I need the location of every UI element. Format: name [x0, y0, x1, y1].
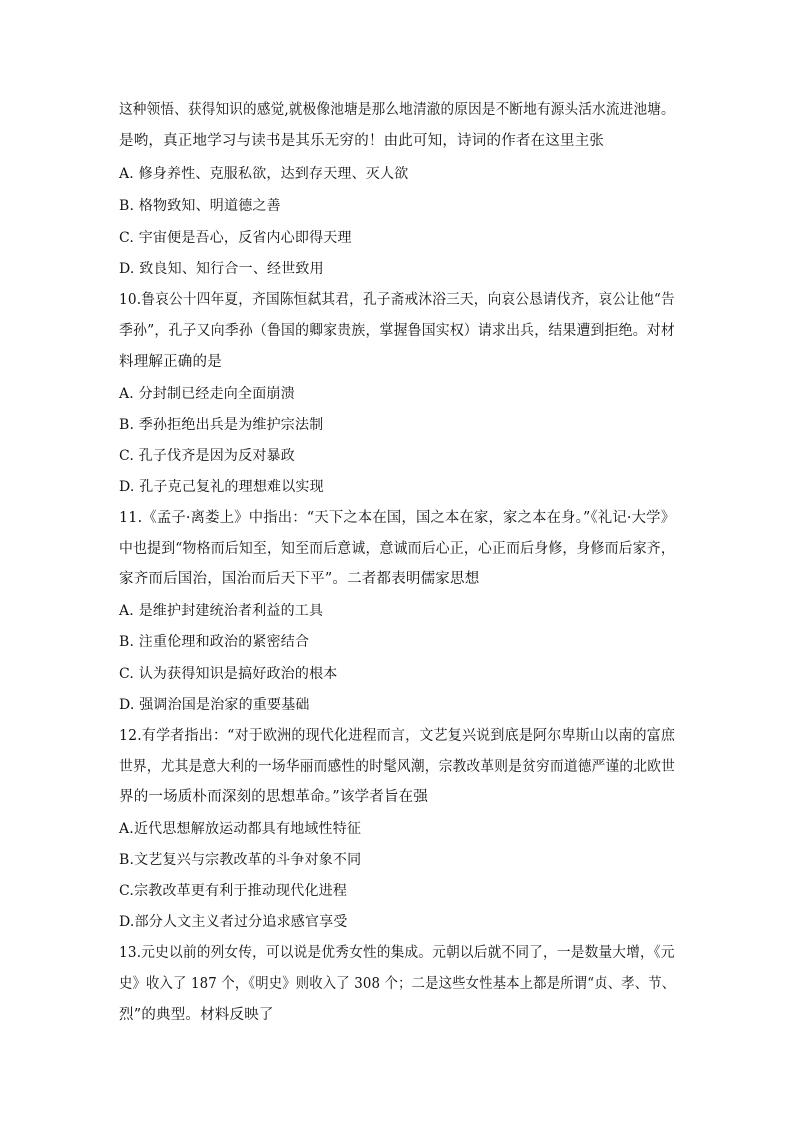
- q12-stem-line-2: 世界，尤其是意大利的一场华丽而感性的时髦风潮，宗教改革则是贫穷而道德严谨的北欧世: [119, 759, 676, 775]
- q9-option-c: C. 宇宙便是吾心，反省内心即得天理: [119, 230, 352, 246]
- q12-option-a: A.近代思想解放运动都具有地域性特征: [119, 821, 362, 837]
- q9-option-d: D. 致良知、知行合一、经世致用: [119, 261, 324, 277]
- q9-option-a: A. 修身养性、克服私欲，达到存天理、灭人欲: [119, 166, 409, 182]
- q9-option-b: B. 格物致知、明道德之善: [119, 198, 281, 214]
- q12-option-c: C.宗教改革更有利于推动现代化进程: [119, 883, 348, 899]
- q12-stem-line-3: 界的一场质朴而深刻的思想革命。”该学者旨在强: [119, 789, 429, 805]
- q11-option-b: B. 注重伦理和政治的紧密结合: [119, 634, 310, 650]
- q10-option-b: B. 季孙拒绝出兵是为维护宗法制: [119, 417, 324, 433]
- q10-stem-line-3: 料理解正确的是: [119, 354, 222, 370]
- q13-stem-line-1: 13.元史以前的列女传，可以说是优秀女性的集成。元朝以后就不同了，一是数量大增，《元: [119, 945, 675, 961]
- q12-stem-line-1: 12.有学者指出：“对于欧洲的现代化进程而言，文艺复兴说到底是阿尔卑斯山以南的富庶: [119, 728, 676, 744]
- q11-stem-line-3: 家齐而后国治，国治而后天下平”。二者都表明儒家思想: [119, 571, 480, 587]
- q11-stem-line-1: 11.《孟子·离娄上》中指出：“天下之本在国，国之本在家，家之本在身。”《礼记·大学》: [119, 510, 676, 526]
- q11-option-c: C. 认为获得知识是搞好政治的根本: [119, 666, 338, 682]
- q13-stem-line-2: 史》收入了 187 个，《明史》则收入了 308 个；二是这些女性基本上都是所谓“贞、孝、节、: [119, 976, 676, 992]
- q10-option-a: A. 分封制已经走向全面崩溃: [119, 386, 295, 402]
- q9-stem-line-2: 是哟，真正地学习与读书是其乐无穷的！由此可知，诗词的作者在这里主张: [119, 133, 605, 149]
- q12-option-b: B.文艺复兴与宗教改革的斗争对象不同: [119, 852, 362, 868]
- q11-option-a: A. 是维护封建统治者利益的工具: [119, 603, 324, 619]
- q11-stem-line-2: 中也提到“物格而后知至，知至而后意诚，意诚而后心正，心正而后身修，身修而后家齐，: [119, 541, 675, 557]
- q12-option-d: D.部分人文主义者过分追求感官享受: [119, 914, 348, 930]
- q9-stem-line-1: 这种领悟、获得知识的感觉,就极像池塘是那么地清澈的原因是不断地有源头活水流进池塘。: [119, 102, 675, 118]
- q10-option-d: D. 孔子克己复礼的理想难以实现: [119, 479, 324, 495]
- q13-stem-line-3: 烈”的典型。材料反映了: [119, 1007, 274, 1023]
- q10-stem-line-2: 季孙”，孔子又向季孙（鲁国的卿家贵族，掌握鲁国实权）请求出兵，结果遭到拒绝。对材: [119, 323, 675, 339]
- q10-stem-line-1: 10.鲁哀公十四年夏，齐国陈恒弑其君，孔子斋戒沐浴三天，向哀公恳请伐齐，哀公让他“告: [119, 292, 675, 308]
- q11-option-d: D. 强调治国是治家的重要基础: [119, 697, 310, 713]
- q10-option-c: C. 孔子伐齐是因为反对暴政: [119, 448, 295, 464]
